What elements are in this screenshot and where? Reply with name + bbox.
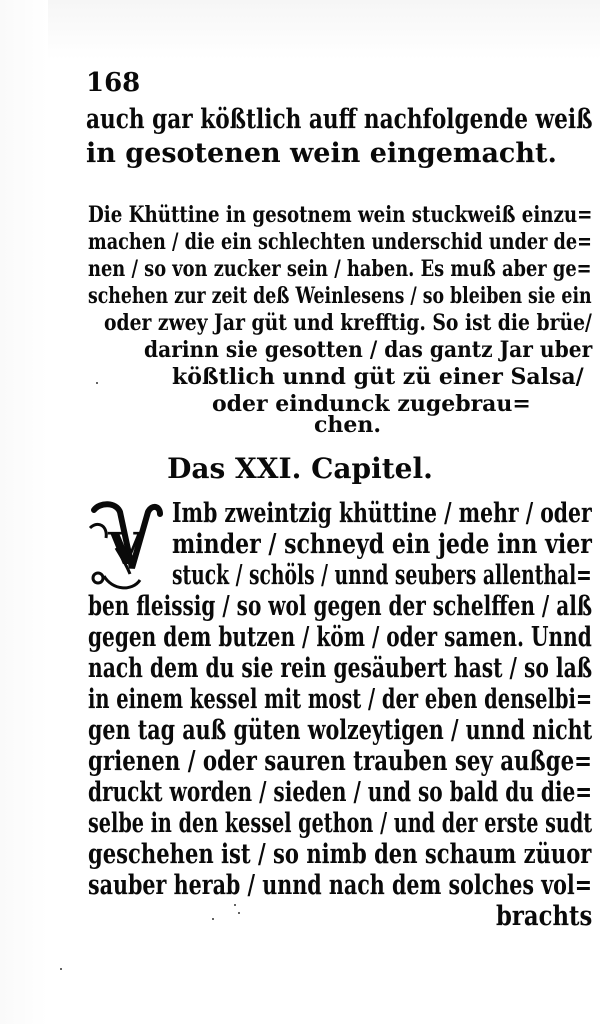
intro-line-1: auch gar kößtlich auff nachfolgende weiß [86,104,593,135]
dropcap-letter: V [108,524,143,575]
recipe-line-2: machen / die ein schlechten underschid under de= [88,229,592,255]
chapter-line-3: stuck / schöls / unnd seubers allenthal= [172,560,592,591]
recipe-line-3: nen / so von zucker sein / haben. Es muß aber ge= [88,256,592,282]
chapter-line-8: gen tag auß güten wolzeytigen / unnd nicht [88,715,593,746]
page-top-shadow [40,0,600,60]
chapter-line-9: grienen / oder sauren trauben sey außge= [88,746,593,777]
chapter-line-2: minder / schneyd ein jede inn vier [172,529,592,560]
chapter-line-10: druckt worden / sieden / und so bald du die= [88,777,593,808]
chapter-line-5: gegen dem butzen / köm / oder samen. Unnd [88,622,592,653]
recipe-line-5: oder zwey Jar güt und krefftig. So ist die brüe/ [104,310,592,336]
recipe-line-6: darinn sie gesotten / das gantz Jar uber [144,337,593,363]
catchword: brachts [496,901,593,932]
chapter-line-7: in einem kessel mit most / der eben denselbi= [88,684,593,715]
recipe-line-1: Die Khüttine in gesotnem wein stuckweiß einzu= [88,202,593,228]
page-left-margin [0,0,48,1024]
ornamental-dropcap [86,498,166,594]
dropcap-ornament-icon [86,498,166,594]
chapter-line-1: Imb zweintzig khüttine / mehr / oder [172,498,592,529]
chapter-line-13: sauber herab / unnd nach dem solches vol= [88,870,593,901]
intro-line-2: in gesotenen wein eingemacht. [86,138,557,169]
recipe-line-8: oder eindunck zugebrau= [212,391,531,417]
chapter-line-11: selbe in den kessel gethon / und der erste sudt [88,808,593,839]
page-number: 168 [86,68,141,98]
recipe-line-4: schehen zur zeit deß Weinlesens / so bleiben sie ein [88,283,592,309]
recipe-line-9: chen. [314,412,382,438]
chapter-heading: Das XXI. Capitel. [167,452,433,485]
chapter-line-12: geschehen ist / so nimb den schaum züuor [88,839,592,870]
recipe-line-7: kößtlich unnd güt zü einer Salsa/ [172,364,584,390]
chapter-line-6: nach dem du sie rein gesäubert hast / so laß [88,653,593,684]
chapter-line-4: ben fleissig / so wol gegen der schelffen / alß [88,591,593,622]
